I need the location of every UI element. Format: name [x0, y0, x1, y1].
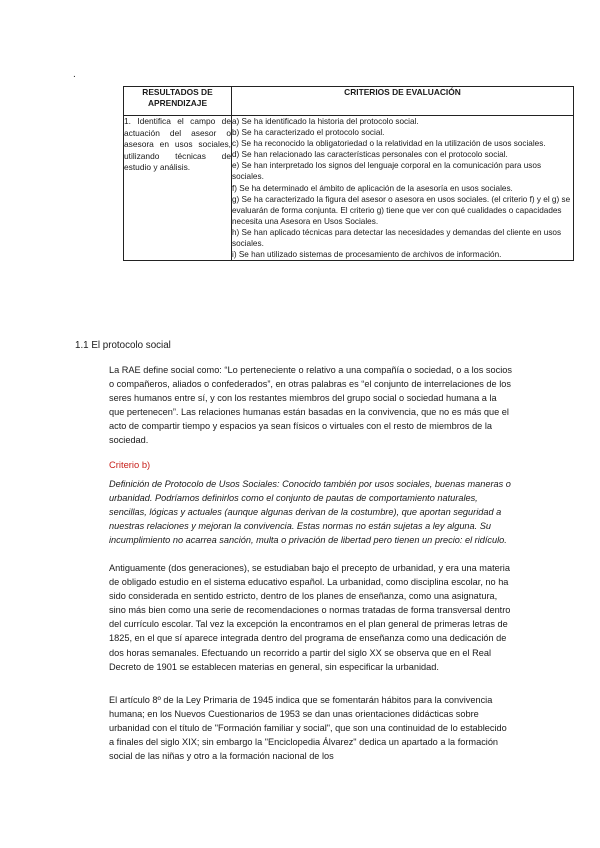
- learning-outcome-cell: 1. Identifica el campo de actuación del asesor o asesora en usos sociales, utilizando técnicas de estudio y análisis.: [124, 116, 232, 261]
- paragraph-urbanidad-history: [109, 561, 512, 674]
- paragraph-ley-primaria: [109, 693, 512, 763]
- criterion-b: b) Se ha caracterizado el protocolo social.: [232, 128, 385, 138]
- criterion-e: e) Se han interpretado los signos del lenguaje corporal en la comunicación para usos sociales.: [232, 161, 542, 182]
- paragraph-text: Antiguamente (dos generaciones), se estudiaban bajo el precepto de urbanidad, y era una materia de obligado estudio en el sistema educativo español. La urbanidad, como disciplina escolar, no ha sido considerada en sentido estricto, dentro de los planes de enseñanza, como una asignatura, sino más bien como una serie de recomendaciones o normas tratadas de forma transversal dentro del currículo escolar. Tal vez la excepción la encontramos en el plan general de primeras letras de 1825, en el que sí aparece integrada dentro del programa de enseñanza como una dedicación de dos horas semanales. Efectuando un recorrido a partir del siglo XX se observa que en el Real Decreto de 1901 se establecen materias en general, sin especificar la urbanidad.: [109, 563, 511, 672]
- paragraph-text: La RAE define social como: “Lo perteneciente o relativo a una compañía o sociedad, o a los socios o compañeros, aliados o confederados”, en otras palabras es “el conjunto de interrelaciones de los seres humanos entre sí, y con los restantes miembros del grupo social o sociedad humana a la que pertenecen”. Las relaciones humanas están basadas en la convivencia, que no es más que el acto de compartir tiempo y espacios ya sean físicos o virtuales con el resto de miembros de la sociedad.: [109, 365, 512, 446]
- page-marker: .: [73, 69, 76, 80]
- criterion-c: c) Se ha reconocido la obligatoriedad o la relatividad en la utilización de usos sociales.: [232, 139, 546, 149]
- criterion-h: h) Se han aplicado técnicas para detectar las necesidades y demandas del cliente en usos sociales.: [232, 227, 562, 249]
- header-learning-outcomes: RESULTADOS DE APRENDIZAJE: [124, 87, 232, 116]
- criterion-a: a) Se ha identificado la historia del protocolo social.: [232, 117, 419, 126]
- criterion-i: i) Se han utilizado sistemas de procesamiento de archivos de información.: [232, 250, 502, 260]
- criteria-cell: [232, 116, 574, 261]
- criterion-g: g) Se ha caracterizado la figura del asesor o asesora en usos sociales. (el criterio f) y el g) se evaluarán de forma conjunta. El criterio g) tiene que ver con qué cualidades o capacidades necesita una Asesora en Usos Sociales.: [232, 194, 571, 226]
- header-evaluation-criteria: CRITERIOS DE EVALUACIÓN: [232, 87, 574, 116]
- criterion-f: f) Se ha determinado el ámbito de aplicación de la asesoría en usos sociales.: [232, 183, 513, 193]
- criterion-b-label: Criterio b): [109, 459, 151, 470]
- table-row: [124, 116, 574, 261]
- criterion-d: d) Se han relacionado las características personales con el protocolo social.: [232, 150, 508, 160]
- paragraph-text: Definición de Protocolo de Usos Sociales: Conocido también por usos sociales, buenas maneras o urbanidad. Podríamos definirlos como el conjunto de pautas de comportamiento naturales, sencillas, lógicas y actuales (aunque algunas derivan de la costumbre), que aportan seguridad a nuestras relaciones y mejoran la convivencia. Estas normas no están sujetas a ley alguna. Su incumplimiento no acarrea sanción, multa o privación de libertad pero tienen un precio: el ridículo.: [109, 479, 511, 546]
- paragraph-text: El artículo 8º de la Ley Primaria de 1945 indica que se fomentarán hábitos para la convivencia humana; en los Nuevos Cuestionarios de 1953 se dan unas orientaciones didácticas sobre urbanidad con el título de "Formación familiar y social", que son una continuidad de lo establecido a finales del siglo XIX; sin embargo la "Enciclopedia Álvarez" dedica un apartado a la formación social de las niñas y otro a la formación nacional de los: [109, 695, 507, 762]
- section-title: 1.1 El protocolo social: [75, 340, 171, 351]
- paragraph-definition-italic: [109, 477, 512, 547]
- evaluation-table: [123, 86, 574, 261]
- table-header-row: [124, 87, 574, 116]
- criteria-list: [232, 116, 573, 260]
- paragraph-rae-definition: [109, 363, 512, 448]
